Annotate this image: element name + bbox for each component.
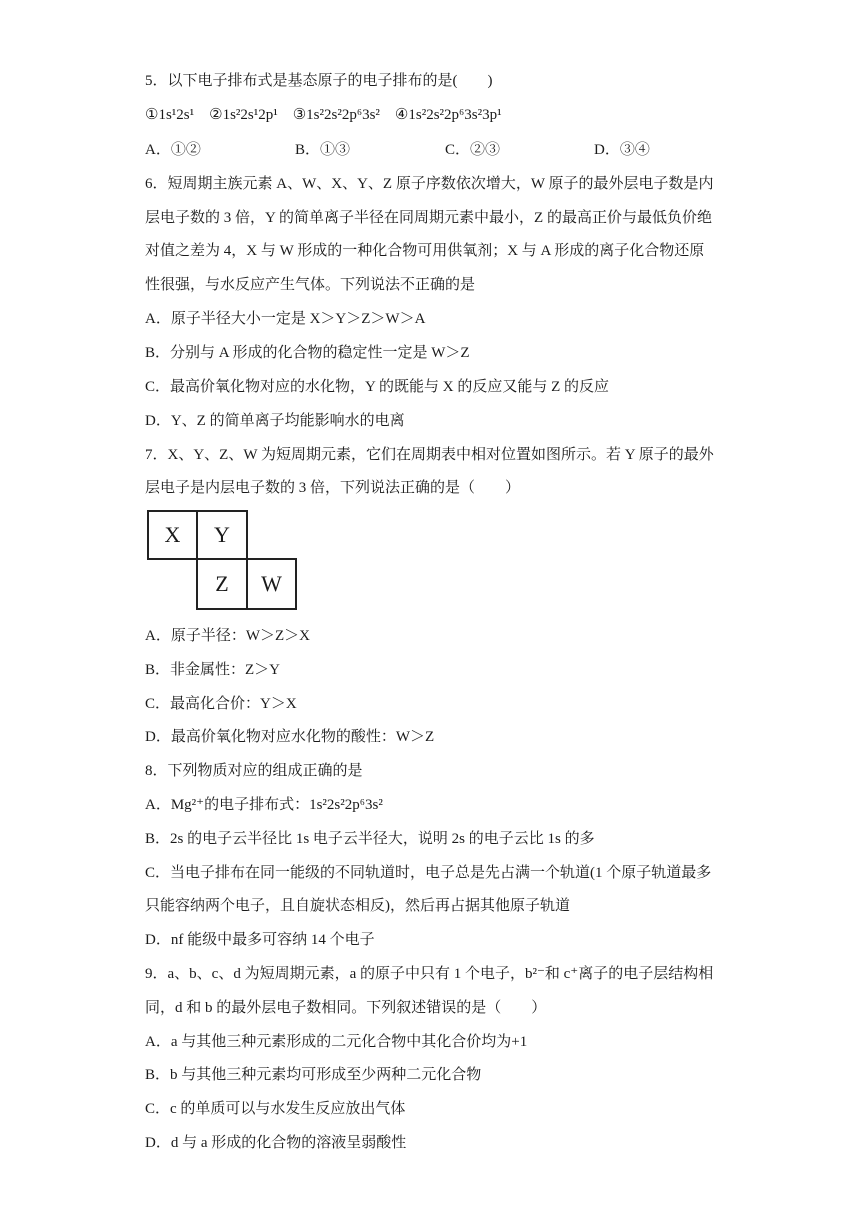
q5-option-b: B．①③ (295, 142, 351, 158)
q7-stem-line-1: 7．X、Y、Z、W 为短周期元素，它们在周期表中相对位置如图所示。若 Y 原子的最外 (145, 447, 714, 463)
q9-stem-line-1: 9．a、b、c、d 为短周期元素，a 的原子中只有 1 个电子，b²⁻和 c⁺离子的电子层结构相 (145, 966, 714, 982)
q8-option-b: B．2s 的电子云半径比 1s 电子云半径大，说明 2s 的电子云比 1s 的多 (145, 831, 595, 847)
q7-option-d: D．最高价氧化物对应水化物的酸性：W＞Z (145, 729, 435, 745)
q5-option-c: C．②③ (445, 142, 501, 158)
q9-option-c: C．c 的单质可以与水发生反应放出气体 (145, 1101, 406, 1117)
q7-option-b: B．非金属性：Z＞Y (145, 662, 281, 678)
q7-option-a: A．原子半径：W＞Z＞X (145, 628, 310, 644)
q8-option-c-line-1: C．当电子排布在同一能级的不同轨道时，电子总是先占满一个轨道(1 个原子轨道最多 (145, 865, 712, 881)
q7-option-c: C．最高化合价：Y＞X (145, 696, 297, 712)
q8-option-d: D．nf 能级中最多可容纳 14 个电子 (145, 932, 375, 948)
q9-option-d: D．d 与 a 形成的化合物的溶液呈弱酸性 (145, 1135, 407, 1151)
q6-option-b: B．分别与 A 形成的化合物的稳定性一定是 W＞Z (145, 345, 470, 361)
q6-stem-line-2: 层电子数的 3 倍，Y 的简单离子半径在同周期元素中最小，Z 的最高正价与最低负价绝 (145, 210, 712, 226)
q6-option-c: C．最高价氧化物对应的水化物，Y 的既能与 X 的反应又能与 Z 的反应 (145, 379, 610, 395)
q5-options-line: ①1s¹2s¹ ②1s²2s¹2p¹ ③1s²2s²2p⁶3s² ④1s²2s²2p⁶3s²3p¹ (145, 107, 502, 123)
q7-stem-line-2: 层电子是内层电子数的 3 倍，下列说法正确的是（ ） (145, 480, 521, 496)
q5-option-d: D．③④ (594, 142, 650, 158)
cell-x: X (147, 510, 198, 560)
q9-option-a: A．a 与其他三种元素形成的二元化合物中其化合价均为+1 (145, 1034, 528, 1050)
q6-stem-line-3: 对值之差为 4，X 与 W 形成的一种化合物可用供氧剂；X 与 A 形成的离子化合物还原 (145, 243, 705, 259)
q6-stem-line-1: 6．短周期主族元素 A、W、X、Y、Z 原子序数依次增大，W 原子的最外层电子数是内 (145, 176, 714, 192)
q8-stem: 8．下列物质对应的组成正确的是 (145, 763, 363, 779)
cell-y: Y (196, 510, 248, 560)
q6-option-a: A．原子半径大小一定是 X＞Y＞Z＞W＞A (145, 311, 426, 327)
cell-w: W (246, 558, 297, 610)
q6-option-d: D．Y、Z 的简单离子均能影响水的电离 (145, 413, 405, 429)
q8-option-c-line-2: 只能容纳两个电子，且自旋状态相反)，然后再占据其他原子轨道 (145, 898, 570, 914)
q5-option-a: A．①② (145, 142, 201, 158)
q5-stem: 5．以下电子排布式是基态原子的电子排布的是( ) (145, 73, 493, 89)
q9-stem-line-2: 同，d 和 b 的最外层电子数相同。下列叙述错误的是（ ） (145, 1000, 547, 1016)
q6-stem-line-4: 性很强，与水反应产生气体。下列说法不正确的是 (145, 277, 476, 293)
q9-option-b: B．b 与其他三种元素均可形成至少两种二元化合物 (145, 1067, 482, 1083)
q8-option-a: A．Mg²⁺的电子排布式：1s²2s²2p⁶3s² (145, 797, 383, 813)
cell-z: Z (196, 558, 248, 610)
